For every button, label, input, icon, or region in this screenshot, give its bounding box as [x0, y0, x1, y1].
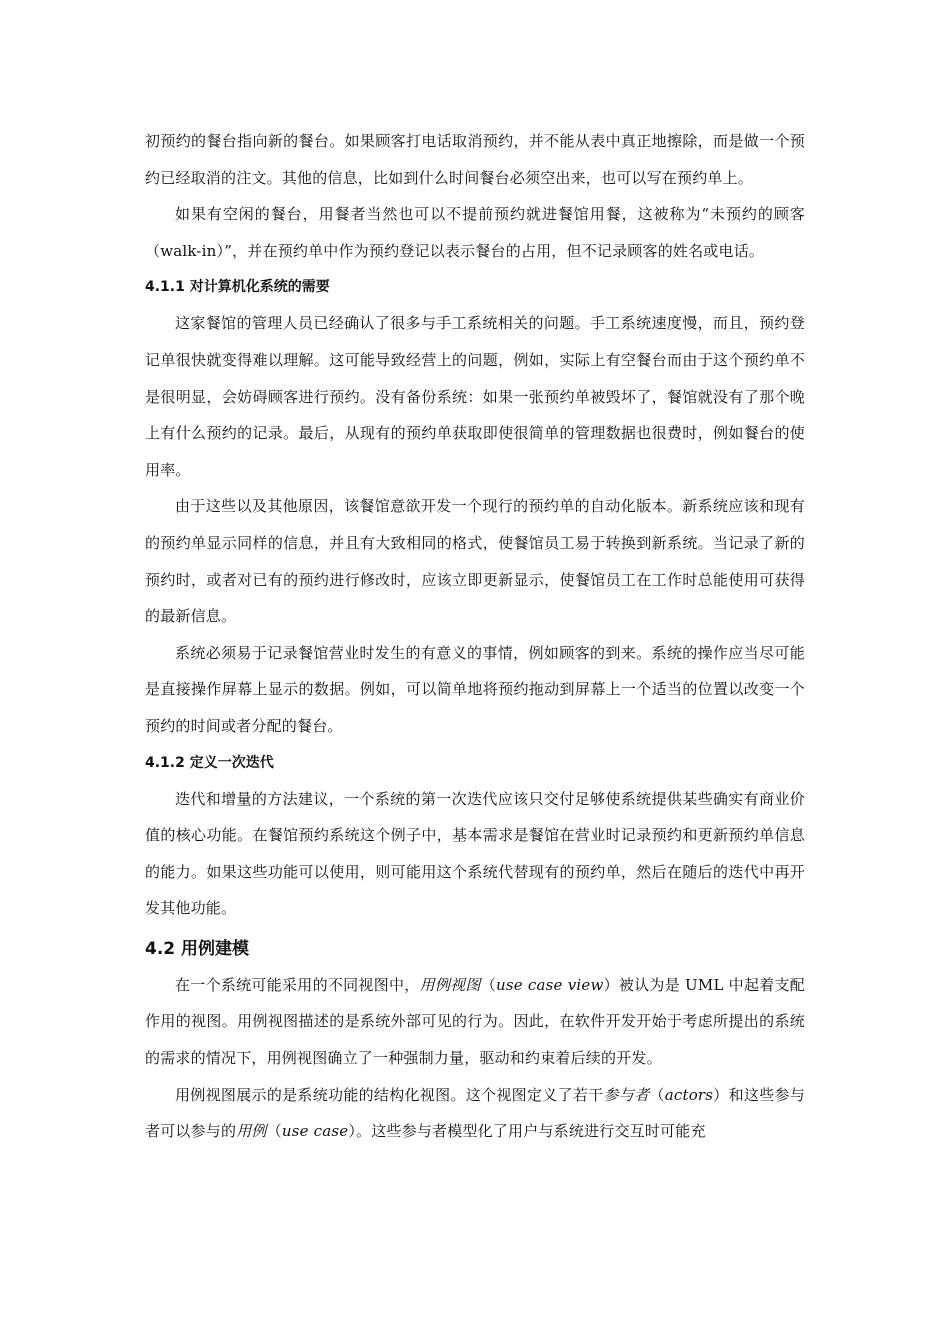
term-use-case-view-en: use case view: [496, 975, 604, 994]
text-run: ）和这些参与者可以参与的: [145, 1085, 806, 1141]
heading-4-1-2: 4.1.2 定义一次迭代: [145, 754, 274, 771]
term-use-case-view: 用例视图: [419, 975, 481, 994]
paragraph-direct-manipulation: 系统必须易于记录餐馆营业时发生的有意义的事情，例如顾客的到来。系统的操作应当尽可能是直接操作屏幕上显示的数据。例如，可以简单地将预约拖动到屏幕上一个适当的位置以改变一个预约的时间或者分配的餐台。: [145, 643, 805, 735]
heading-4-2: 4.2 用例建模: [145, 938, 250, 959]
text-run: 在一个系统可能采用的不同视图中，: [175, 975, 420, 994]
paragraph-continued: 初预约的餐台指向新的餐台。如果顾客打电话取消预约，并不能从表中真正地擦除，而是做一个预约已经取消的注文。其他的信息，比如到什么时间餐台必须空出来，也可以写在预约单上。: [145, 132, 805, 187]
paragraph-automation-goals: 由于这些以及其他原因，该餐馆意欲开发一个现行的预约单的自动化版本。新系统应该和现有的预约单显示同样的信息，并且有大致相同的格式，使餐馆员工易于转换到新系统。当记录了新的预约时，或者对已有的预约进行修改时，应该立即更新显示，使餐馆员工在工作时总能使用可获得的最新信息。: [145, 497, 805, 626]
text-run: （: [480, 975, 497, 994]
paragraph-walk-in: 如果有空闲的餐台，用餐者当然也可以不提前预约就进餐馆用餐，这被称为“未预约的顾客（walk-in）”，并在预约单中作为预约登记以表示餐台的占用，但不记录顾客的姓名或电话。: [145, 205, 805, 260]
term-actors: 参与者: [603, 1085, 650, 1104]
term-use-case-en: use case: [281, 1122, 349, 1141]
text-run: ）被认为是 UML 中起着支配作用的视图。用例视图描述的是系统外部可见的行为。因此，在软件开发开始于考虑所提出的系统的需求的情况下，用例视图确立了一种强制力量，驱动和约束着后续的开发。: [145, 975, 806, 1068]
term-use-case: 用例: [236, 1122, 267, 1141]
text-run: （: [266, 1122, 282, 1141]
paragraph-first-iteration: 迭代和增量的方法建议，一个系统的第一次迭代应该只交付足够使系统提供某些确实有商业价值的核心功能。在餐馆预约系统这个例子中，基本需求是餐馆在营业时记录预约和更新预约单信息的能力。如果这些功能可以使用，则可能用这个系统代替现有的预约单，然后在随后的迭代中再开发其他功能。: [145, 789, 805, 918]
paragraph-use-case-view: [145, 967, 805, 1077]
text-run: 用例视图展示的是系统功能的结构化视图。这个视图定义了若干: [175, 1085, 604, 1104]
paragraph-actors-use-cases: [145, 1077, 805, 1150]
text-run: ）。这些参与者模型化了用户与系统进行交互时可能充: [348, 1122, 706, 1141]
document-body: [145, 123, 805, 1150]
heading-4-1-1: 4.1.1 对计算机化系统的需要: [145, 279, 330, 296]
paragraph-manual-problems: 这家餐馆的管理人员已经确认了很多与手工系统相关的问题。手工系统速度慢，而且，预约登记单很快就变得难以理解。这可能导致经营上的问题，例如，实际上有空餐台而由于这个预约单不是很明显，会妨碍顾客进行预约。没有备份系统：如果一张预约单被毁坏了，餐馆就没有了那个晚上有什么预约的记录。最后，从现有的预约单获取即使很简单的管理数据也很费时，例如餐台的使用率。: [145, 314, 805, 479]
text-run: （: [649, 1085, 665, 1104]
term-actors-en: actors: [664, 1085, 714, 1104]
